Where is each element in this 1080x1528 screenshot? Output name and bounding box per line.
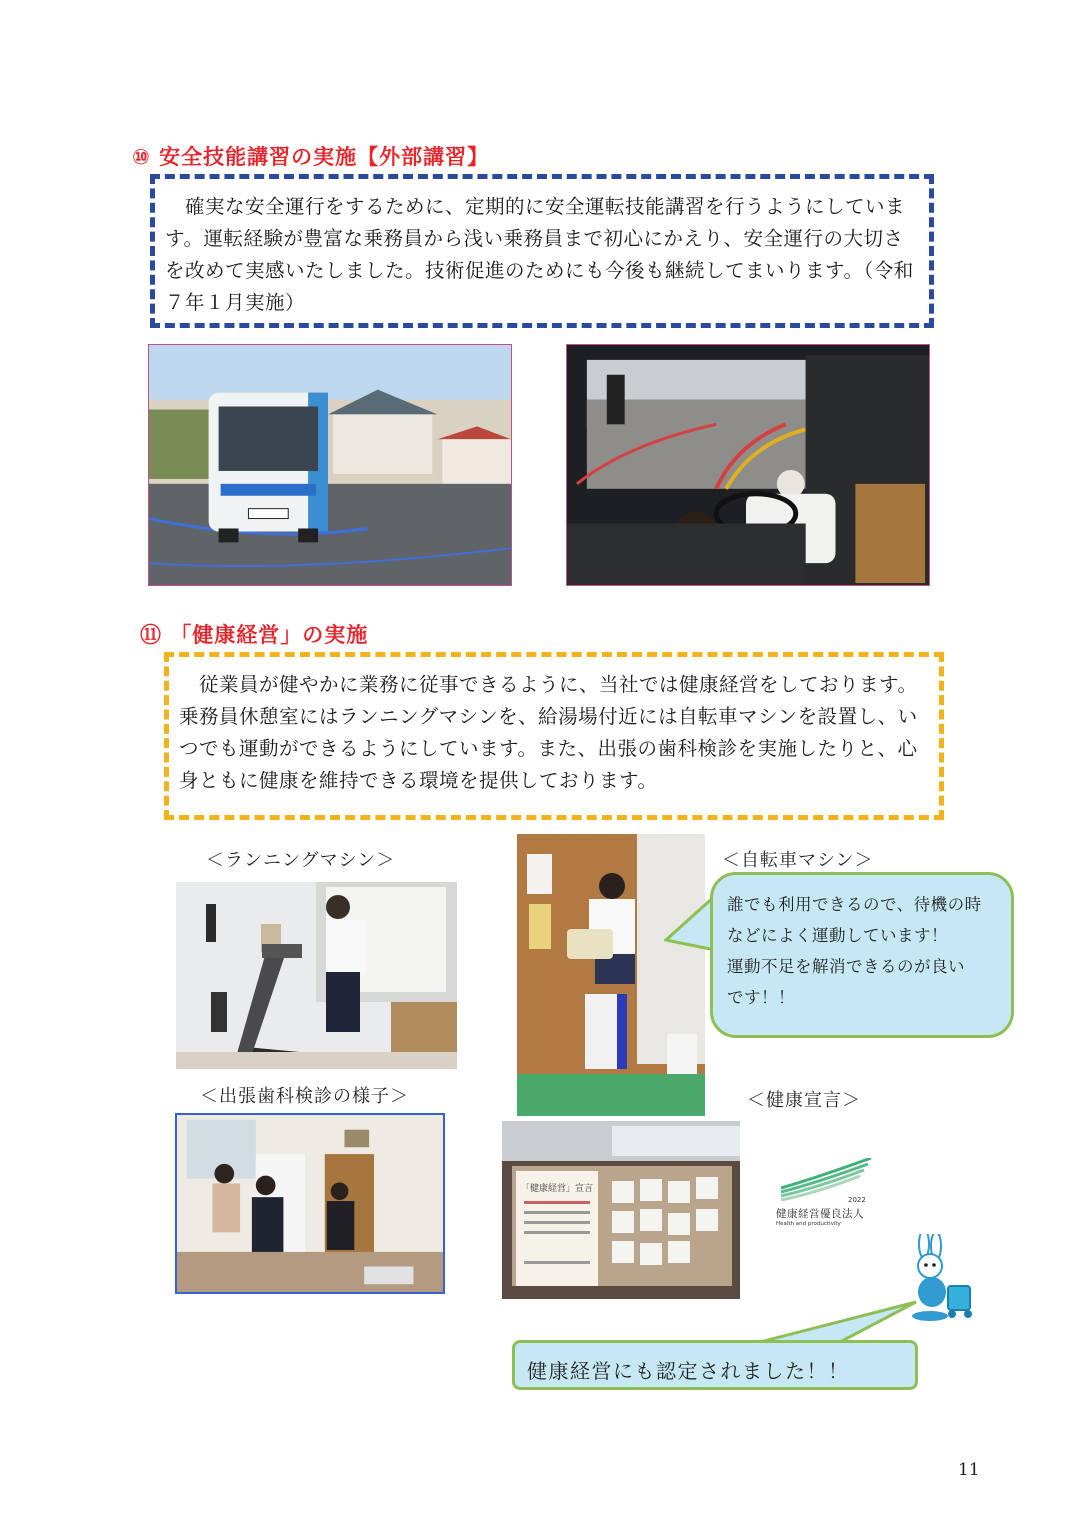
dental-checkup-photo bbox=[175, 1113, 445, 1294]
section-11-textbox bbox=[164, 652, 944, 820]
section-10-body: 確実な安全運行をするために、定期的に安全運転技能講習を行うようにしています。運転経験が豊富な乗務員から浅い乗務員まで初心にかえり、安全運行の大切さを改めて実感いたしました。技術促進のためにも今後も継続してまいります。（令和７年１月実施） bbox=[165, 195, 914, 314]
certified-bubble: 健康経営にも認定されました！！ bbox=[512, 1340, 918, 1390]
bike-comment-line-4: です！！ bbox=[727, 988, 795, 1007]
caption-bike-machine: ＜自転車マシン＞ bbox=[722, 850, 874, 871]
section-10-heading: ⑩ 安全技能講習の実施【外部講習】 bbox=[132, 145, 490, 169]
bus-training-photo bbox=[148, 344, 512, 586]
health-productivity-logo bbox=[776, 1158, 876, 1230]
caption-running-machine: ＜ランニングマシン＞ bbox=[206, 850, 396, 871]
bike-comment-line-3: 運動不足を解消できるのが良い bbox=[727, 957, 965, 976]
section-11-heading: ⑪ 「健康経営」の実施 bbox=[140, 623, 369, 647]
logo-subtitle: Health and productivity bbox=[776, 1221, 841, 1227]
caption-health-declaration: ＜健康宣言＞ bbox=[747, 1090, 861, 1111]
section-10-textbox bbox=[150, 174, 934, 328]
logo-name: 健康経営優良法人 bbox=[776, 1208, 864, 1220]
page-number: 11 bbox=[958, 1460, 980, 1480]
bike-comment-bubble bbox=[710, 872, 1014, 1038]
running-machine-photo bbox=[176, 882, 457, 1069]
bike-machine-photo bbox=[517, 834, 705, 1116]
driver-cockpit-photo bbox=[566, 344, 930, 586]
section-11-body: 従業員が健やかに業務に従事できるように、当社では健康経営をしております。乗務員休憩室にはランニングマシンを、給湯場付近には自転車マシンを設置し、いつでも運動ができるようにしています。また、出張の歯科検診を実施したりと、心身ともに健康を維持できる環境を提供しております。 bbox=[179, 673, 918, 792]
health-declaration-photo bbox=[502, 1121, 740, 1299]
caption-dental-checkup: ＜出張歯科検診の様子＞ bbox=[200, 1086, 409, 1107]
poster-title: 「健康経営」宣言 bbox=[520, 1184, 594, 1194]
bike-comment-line-2: などによく運動しています！ bbox=[727, 926, 948, 945]
logo-year: 2022 bbox=[848, 1196, 866, 1204]
bike-comment-line-1: 誰でも利用できるので、待機の時 bbox=[727, 895, 982, 914]
